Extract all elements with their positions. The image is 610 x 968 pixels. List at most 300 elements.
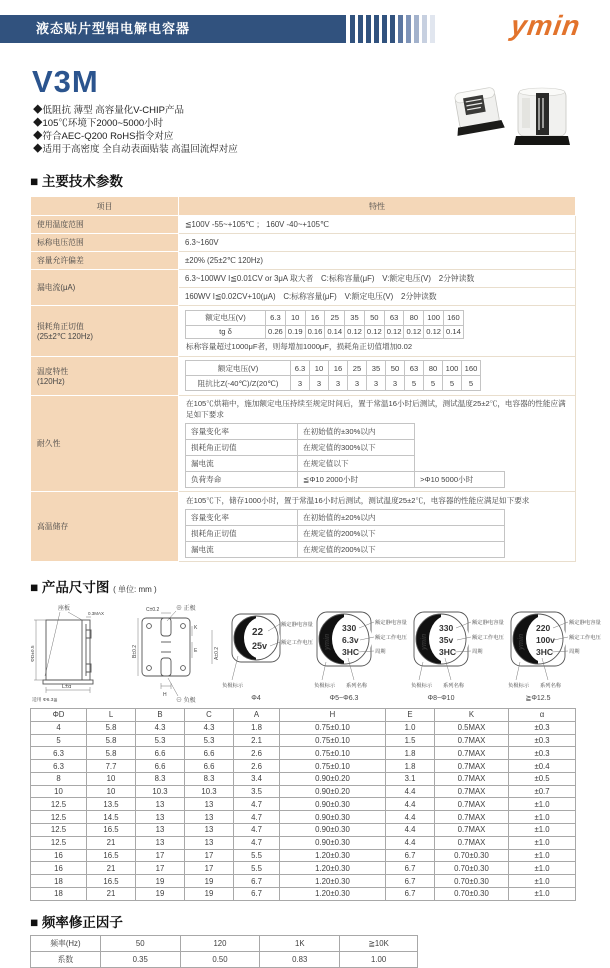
table-row [186,439,505,455]
table-cell: 12.5 [31,811,87,824]
product-line-title: 液态贴片型铝电解电容器 [36,21,191,36]
marking-diagram-phi5-63 [314,602,411,706]
table-cell: 容量变化率 [186,423,298,439]
table-row [31,721,576,734]
spec-row-temp-range [31,216,576,234]
table-cell: 3 [329,376,348,391]
spec-char-cell: 6.3~160V [179,234,576,252]
spec-table-body [31,197,576,562]
marking-voltage: 6.3v [342,635,359,645]
table-cell: 0.7MAX [435,785,509,798]
dim-l-alpha: L±α [62,684,72,690]
section-heading-frequency: ■ 频率修正因子 [30,914,123,930]
table-cell: 0.7MAX [435,824,509,837]
table-cell: 13 [185,811,234,824]
dims-heading-text: ■ 产品尺寸图 [30,580,110,595]
table-cell: 6.6 [136,760,185,773]
table-cell: ±1.0 [509,887,576,900]
table-cell: 0.12 [384,325,404,338]
base-plate-label: 座板 [58,606,71,612]
table-cell: 0.90±0.30 [280,836,386,849]
table-cell: 13 [136,811,185,824]
marking-capacitance: 22 [252,627,264,638]
table-cell: 6.7 [386,849,435,862]
table-cell: 13 [136,836,185,849]
table-cell: 4.7 [234,811,280,824]
negative-terminal-label: ⊖ 负极 [176,698,196,704]
ymin-mark-logo: ymin [421,633,428,650]
table-cell: 6.3 [31,760,87,773]
tand-tg-label: tg δ [186,325,266,338]
table-row [31,887,576,900]
table-cell: 6.6 [185,760,234,773]
table-cell: 1.8 [386,747,435,760]
table-cell: 17 [136,849,185,862]
diagram-caption: Φ8~Φ10 [427,695,455,702]
table-cell: 6.7 [386,887,435,900]
table-cell: 3 [348,376,367,391]
table-cell: 损耗角正切值 [186,525,298,541]
table-row [31,836,576,849]
spec-row-storage [31,492,576,562]
table-cell: 5.8 [87,721,136,734]
table-cell: K [435,709,509,722]
table-row [186,455,505,471]
stripe-bar [414,15,419,43]
spec-col-char: 特性 [179,197,576,216]
table-cell: 漏电流 [186,541,298,557]
table-cell: 6.3 [31,747,87,760]
table-cell: 0.12 [404,325,424,338]
table-cell: 4.4 [386,824,435,837]
table-cell: 6.3 [291,361,310,376]
table-cell: 0.35 [100,952,180,968]
table-cell: 3 [291,376,310,391]
capacitor-photos [452,84,578,155]
table-cell: 5.3 [185,734,234,747]
table-cell: 5.5 [234,849,280,862]
table-cell: 1.20±0.30 [280,875,386,888]
capacitor-photo-large [514,88,570,145]
table-cell: 0.7MAX [435,760,509,773]
spec-table [30,196,576,562]
table-cell: ≦Φ10 2000小时 [298,471,415,487]
table-cell: 25 [325,310,345,325]
table-cell: 80 [404,310,424,325]
spec-item-cell [31,306,179,357]
table-cell: 12.5 [31,824,87,837]
rated-voltage-label: 额定工作电压 [569,635,601,641]
rated-capacitance-label: 额定静电容量 [375,620,407,626]
table-cell: 在规定值的200%以下 [298,525,505,541]
table-cell: >Φ10 5000小时 [415,471,505,487]
table-cell: 4.7 [234,836,280,849]
table-cell: 3 [367,376,386,391]
capacitor-photo-small [450,86,505,136]
table-cell: 3.1 [386,772,435,785]
table-cell: 16 [31,849,87,862]
spec-col-item: 项目 [31,197,179,216]
dims-unit-text: ( 单位: mm ) [113,585,157,594]
negative-mark-label: 负极标示 [411,683,433,689]
dimension-table [30,708,576,901]
table-cell: ±1.0 [509,875,576,888]
dim-c: C±0.2 [146,607,160,613]
spec-item-cell: 漏电流(μA) [31,270,179,306]
table-cell: 4.4 [386,811,435,824]
table-cell: ±0.4 [509,760,576,773]
table-row [31,849,576,862]
feature-item: ◆适用于高密度 全自动表面贴装 高温回流焊对应 [33,144,238,155]
table-row [31,785,576,798]
tand-grid [185,310,464,339]
table-row [186,471,505,487]
endurance-rows [186,423,505,471]
marking-lot: 3HC [342,647,360,657]
table-cell: 8.3 [136,772,185,785]
spec-char-cell [179,356,576,395]
table-cell: 5 [462,376,481,391]
table-row [31,811,576,824]
table-cell: ±1.0 [509,811,576,824]
table-cell: 21 [87,836,136,849]
tand-voltage-label: 额定电压(V) [186,310,266,325]
table-cell: 10 [310,361,329,376]
table-row [31,760,576,773]
table-cell: 16.5 [87,875,136,888]
table-cell: 0.90±0.20 [280,785,386,798]
spec-char-cell [179,306,576,357]
table-cell: 63 [405,361,424,376]
tand-value-row [186,325,464,338]
table-cell: 0.75±0.10 [280,760,386,773]
table-cell: 4 [31,721,87,734]
table-cell: 1.00 [340,952,418,968]
ymin-mark-logo: ymin [518,633,525,650]
storage-intro: 在105℃下，储存1000小时，置于常温16小时后测试，测试温度25±2℃，电容器的性能应满足如下要求 [186,495,530,505]
stripe-bar [422,15,427,43]
marking-diagram-phi8-10 [411,602,508,706]
endurance-grid [185,423,505,488]
table-cell: 4.7 [234,824,280,837]
series-name-label: 系列名称 [346,683,368,689]
table-cell: 1K [260,935,340,951]
rated-capacitance-label: 额定静电容量 [472,620,504,626]
table-cell: 5 [424,376,443,391]
header-stripes [350,15,438,43]
temp-voltage-row [186,361,481,376]
table-cell: 12.5 [31,836,87,849]
table-cell: 16 [305,310,325,325]
diagram-caption: ≧Φ12.5 [525,695,551,702]
table-cell: 4.4 [386,798,435,811]
marking-voltage: 25v [252,641,268,651]
dim-h: H [163,692,167,698]
table-cell: ±0.3 [509,747,576,760]
table-cell: 17 [136,862,185,875]
table-cell: 6.7 [234,887,280,900]
table-cell: α [509,709,576,722]
table-cell: 50 [386,361,405,376]
marking-capacitance: 330 [342,623,357,633]
table-cell: 6.6 [185,747,234,760]
table-cell: 0.70±0.30 [435,862,509,875]
table-cell: 100 [443,361,462,376]
table-cell: 18 [31,875,87,888]
table-cell: 0.90±0.30 [280,798,386,811]
table-cell: 17 [185,862,234,875]
negative-mark-label: 负极标示 [508,683,530,689]
table-cell: 16 [31,862,87,875]
marking-lot: 3HC [536,647,554,657]
table-cell: 0.14 [444,325,464,338]
marking-diagram-phi125 [508,602,605,706]
table-cell: 在规定值的300%以下 [298,439,415,455]
temp-z-label: 阻抗比Z(-40℃)/Z(20℃) [186,376,291,391]
marking-diagram-phi4 [222,602,314,706]
feature-item: ◆低阻抗 薄型 高容量化V-CHIP产品 [33,105,184,116]
table-cell: 6.6 [136,747,185,760]
endurance-life-body [186,471,505,487]
table-cell: 漏电流 [186,455,298,471]
table-cell: 在初始值的±20%以内 [298,509,505,525]
table-cell: 25 [348,361,367,376]
table-cell: 损耗角正切值 [186,439,298,455]
table-cell: 0.14 [325,325,345,338]
stripe-bar [406,15,411,43]
table-cell: 1.0 [386,721,435,734]
spec-item-sublabel: (25±2℃ 120Hz) [37,331,93,341]
table-cell: 0.5MAX [435,721,509,734]
table-cell: B [136,709,185,722]
period-label: 周期 [375,649,386,655]
table-cell: 5 [405,376,424,391]
spec-item-cell: 标称电压范围 [31,234,179,252]
table-row [31,862,576,875]
table-cell: 100 [424,310,444,325]
feature-item: ◆符合AEC-Q200 RoHS指令对应 [33,131,174,142]
table-cell: 50 [100,935,180,951]
table-cell: 3 [386,376,405,391]
table-cell: 6.7 [234,875,280,888]
stripe-bar [358,15,363,43]
dim-phid: ΦD±0.5 [31,645,36,662]
table-cell: 10 [31,785,87,798]
spec-item-cell [31,356,179,395]
spec-row-voltage-range [31,234,576,252]
table-cell: 在初始值的±30%以内 [298,423,415,439]
stripe-bar [398,15,403,43]
table-cell: 7.7 [87,760,136,773]
table-cell: 10 [87,772,136,785]
table-cell: 8.3 [185,772,234,785]
dimension-table-head [31,709,576,722]
stripe-bar [350,15,355,43]
table-cell: 6.3 [266,310,286,325]
period-label: 周期 [569,649,580,655]
table-cell: 160 [444,310,464,325]
feature-item: ◆105℃环境下2000~5000小时 [33,118,164,129]
table-row [31,747,576,760]
table-cell: 0.75±0.10 [280,734,386,747]
series-name-label: 系列名称 [540,683,562,689]
table-cell: 0.19 [285,325,305,338]
table-cell: 120 [180,935,260,951]
table-cell: 1.5 [386,734,435,747]
marking-voltage: 100v [536,635,555,645]
rated-voltage-label: 额定工作电压 [375,635,407,641]
table-cell: 18 [31,887,87,900]
frequency-row-label: 频率(Hz) [31,935,101,951]
table-row [186,541,505,557]
table-cell: 12.5 [31,798,87,811]
negative-mark-label: 负极标示 [222,683,244,689]
spec-item-cell: 容量允许偏差 [31,252,179,270]
storage-grid [185,509,505,558]
table-cell: 0.7MAX [435,798,509,811]
table-cell: 1.20±0.30 [280,849,386,862]
table-cell: 0.12 [364,325,384,338]
table-cell: 16.5 [87,849,136,862]
rated-capacitance-label: 额定静电容量 [569,620,601,626]
table-cell: 21 [87,862,136,875]
spec-item-cell: 耐久性 [31,395,179,492]
spec-item-label: 损耗角正切值 [37,321,84,331]
spec-row-temp-char [31,356,576,395]
marking-lot: 3HC [439,647,457,657]
table-row [186,509,505,525]
frequency-row [31,935,418,951]
endurance-intro: 在105℃烘箱中，施加额定电压持续至规定时间后，置于常温16小时后测试，测试温度25±2℃，电容器的性能应满足如下要求 [186,399,566,419]
table-cell: 0.7MAX [435,772,509,785]
table-cell: ΦD [31,709,87,722]
header-bar [0,15,346,43]
side-view-note: 适用 Φ6.3≦ [32,698,58,703]
table-cell: 1.20±0.30 [280,862,386,875]
spec-char-cell [179,395,576,492]
table-cell: 4.4 [386,836,435,849]
rated-voltage-label: 额定工作电压 [472,635,504,641]
table-cell: ±0.5 [509,772,576,785]
table-cell: 0.90±0.20 [280,772,386,785]
temp-z-row [186,376,481,391]
table-cell: 4.3 [136,721,185,734]
leakage-line-1: 6.3~100WV I≦0.01CV or 3μA 取大者 C:标称容量(μF) V:额定电压(V) 2分钟读数 [179,270,575,288]
table-cell: 3.4 [234,772,280,785]
table-cell: 0.7MAX [435,747,509,760]
table-cell: 1.8 [234,721,280,734]
table-row [31,798,576,811]
table-cell: 13.5 [87,798,136,811]
table-cell: 13 [136,824,185,837]
table-cell: L [87,709,136,722]
table-cell: 35 [367,361,386,376]
table-cell: 19 [136,875,185,888]
table-cell: ±0.3 [509,734,576,747]
table-cell: ±1.0 [509,824,576,837]
dimension-table-body [31,721,576,900]
series-name-label: 系列名称 [443,683,465,689]
table-cell: 4.7 [234,798,280,811]
table-cell: 2.1 [234,734,280,747]
spec-item-sublabel: (120Hz) [37,376,65,386]
table-row [31,875,576,888]
spec-char-cell: ≦100V -55~+105℃ ； 160V -40~+105℃ [179,216,576,234]
ymin-logo: ymin [508,10,583,41]
table-cell: 8 [31,772,87,785]
table-cell: 13 [185,798,234,811]
table-row [31,772,576,785]
spec-row-tand [31,306,576,357]
table-cell: 16 [329,361,348,376]
table-row [186,525,505,541]
marking-voltage: 35v [439,635,454,645]
table-cell: ±1.0 [509,862,576,875]
table-cell: 16.5 [87,824,136,837]
table-cell: 13 [136,798,185,811]
leakage-line-2: 160WV I≦0.02CV+10(μA) C:标称容量(μF) V:额定电压(V) 2分钟读数 [185,292,437,301]
spec-char-cell: ±20% (25±2℃ 120Hz) [179,252,576,270]
dim-e: E [194,648,198,654]
positive-terminal-label: ⊕ 正极 [176,606,196,612]
spec-row-cap-tolerance [31,252,576,270]
table-cell: 10 [285,310,305,325]
table-cell: ≧10K [340,935,418,951]
series-title: V3M [32,64,99,99]
table-cell: ±1.0 [509,836,576,849]
dim-b: B±0.2 [132,644,138,658]
table-cell: 19 [136,887,185,900]
table-cell: E [386,709,435,722]
table-cell: 0.7MAX [435,811,509,824]
table-cell: 0.90±0.30 [280,811,386,824]
section-heading-specs: ■ 主要技术参数 [30,174,123,189]
negative-mark-label: 负极标示 [314,683,336,689]
table-cell: 5.8 [87,747,136,760]
table-cell: 0.75±0.10 [280,747,386,760]
table-cell: 21 [87,887,136,900]
table-cell: 160 [462,361,481,376]
table-cell: ±0.7 [509,785,576,798]
spec-row-leakage [31,270,576,306]
table-cell: 4.4 [386,785,435,798]
table-cell: 13 [185,824,234,837]
table-row [31,709,576,722]
diagram-caption: Φ4 [251,695,261,702]
table-cell: 19 [185,887,234,900]
table-cell: 0.90±0.30 [280,824,386,837]
spec-char-cell [179,492,576,562]
table-cell: 在规定值以下 [298,455,415,471]
marking-capacitance: 330 [439,623,454,633]
table-cell: 1.20±0.30 [280,887,386,900]
table-cell: 2.6 [234,747,280,760]
factor-row [31,952,418,968]
dim-k: K [194,625,198,631]
table-cell: 5 [31,734,87,747]
table-cell: 0.7MAX [435,734,509,747]
factor-row-label: 系数 [31,952,101,968]
dimension-diagrams [30,602,601,706]
temp-voltage-label: 额定电压(V) [186,361,291,376]
spec-item-label: 温度特性 [37,366,69,376]
table-row [186,423,505,439]
table-cell: 容量变化率 [186,509,298,525]
table-cell: C [185,709,234,722]
stripe-bar [374,15,379,43]
stripe-bar [430,15,435,43]
section-heading-dimensions [30,576,576,596]
